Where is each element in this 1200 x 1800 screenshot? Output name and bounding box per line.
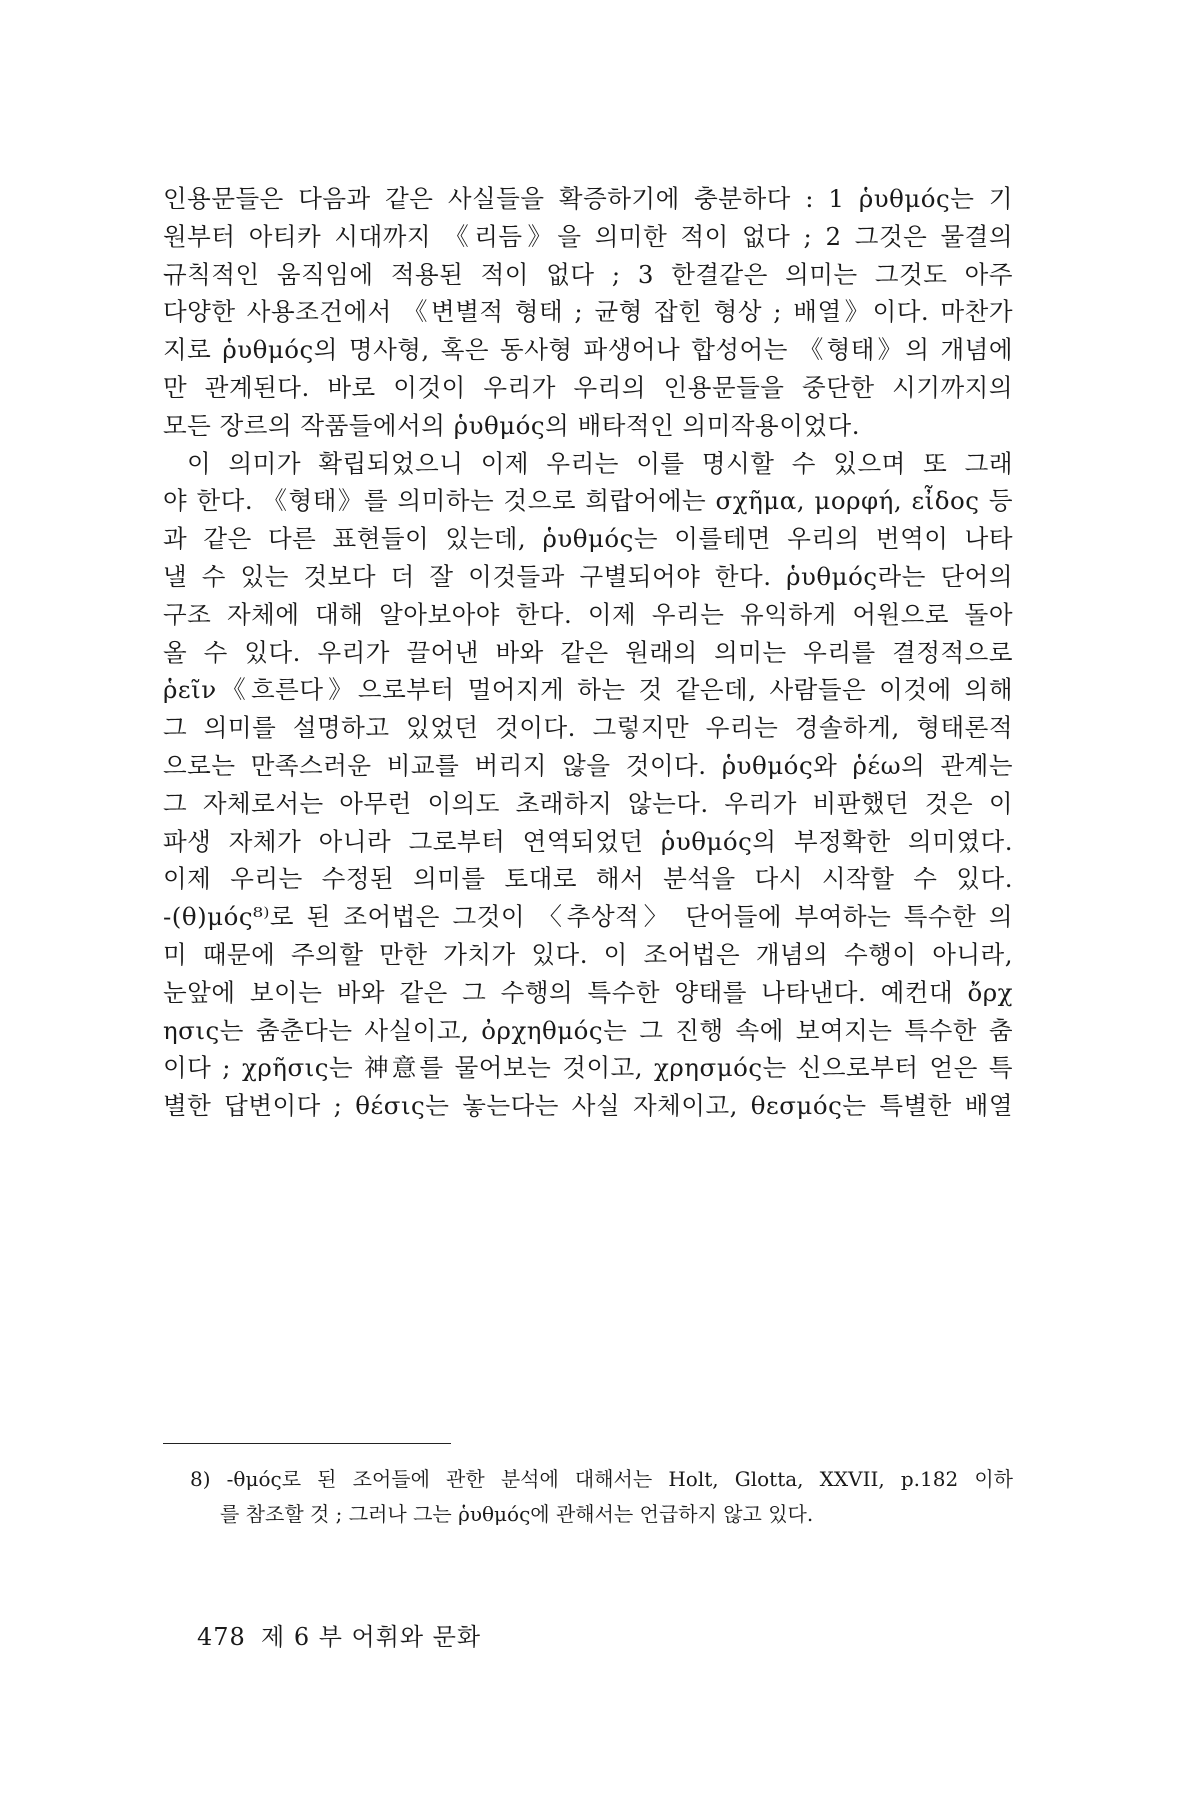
text-line: 규칙적인 움직임에 적용된 적이 없다 ; 3 한결같은 의미는 그것도 아주 <box>163 259 1013 289</box>
text-line: 눈앞에 보이는 바와 같은 그 수행의 특수한 양태를 나타낸다. 예컨대 ὄρχ <box>163 977 1013 1007</box>
text-line: 미 때문에 주의할 만한 가치가 있다. 이 조어법은 개념의 수행이 아니라, <box>163 939 1013 969</box>
text-line: 다양한 사용조건에서 《변별적 형태 ; 균형 잡힌 형상 ; 배열》이다. 마찬가 <box>163 297 1013 327</box>
text-line: 올 수 있다. 우리가 끌어낸 바와 같은 원래의 의미는 우리를 결정적으로 <box>163 637 1013 667</box>
text-line: 낼 수 있는 것보다 더 잘 이것들과 구별되어야 한다. ῥυθμός라는 단어의 <box>163 561 1013 591</box>
footnote-line: 를 참조할 것 ; 그러나 그는 ῥυθμός에 관해서는 언급하지 않고 있다. <box>220 1502 814 1526</box>
text-line: 지로 ῥυθμός의 명사형, 혹은 동사형 파생어나 합성어는 《형태》의 개념에 <box>163 335 1013 365</box>
text-line: 이제 우리는 수정된 의미를 토대로 해서 분석을 다시 시작할 수 있다. <box>163 864 1013 894</box>
text-line: 이 의미가 확립되었으니 이제 우리는 이를 명시할 수 있으며 또 그래 <box>187 448 1013 478</box>
text-line: 별한 답변이다 ; θέσις는 놓는다는 사실 자체이고, θεσμός는 특별한 배열 <box>163 1091 1013 1121</box>
page-footer <box>197 1617 481 1652</box>
text-line: 구조 자체에 대해 알아보아야 한다. 이제 우리는 유익하게 어원으로 돌아 <box>163 599 1013 629</box>
text-line: -(θ)μός⁸⁾로 된 조어법은 그것이 〈추상적〉 단어들에 부여하는 특수한 의 <box>163 902 1013 932</box>
text-line: 으로는 만족스러운 비교를 버리지 않을 것이다. ῥυθμός와 ῥέω의 관계는 <box>163 750 1013 780</box>
text-line: 인용문들은 다음과 같은 사실들을 확증하기에 충분하다 : 1 ῥυθμός는 기 <box>163 184 1013 213</box>
text-line: ησις는 춤춘다는 사실이고, ὀρχηθμός는 그 진행 속에 보여지는 특수한 춤 <box>163 1015 1013 1045</box>
footnote-line: 8) -θμός로 된 조어들에 관한 분석에 대해서는 Holt, Glotta, XXVII, p.182 이하 <box>190 1467 1013 1491</box>
text-line: 파생 자체가 아니라 그로부터 연역되었던 ῥυθμός의 부정확한 의미였다. <box>163 826 1013 856</box>
text-line: 원부터 아티카 시대까지 《리듬》을 의미한 적이 없다 ; 2 그것은 물결의 <box>163 221 1013 251</box>
text-line: 과 같은 다른 표현들이 있는데, ῥυθμός는 이를테면 우리의 번역이 나타 <box>163 524 1013 554</box>
footnote-divider <box>163 1443 451 1444</box>
page-number: 478 <box>197 1623 246 1651</box>
body-text <box>163 180 1013 1125</box>
text-line: 야 한다. 《형태》를 의미하는 것으로 희랍어에는 σχῆμα, μορφή, εἶδος 등 <box>163 486 1013 516</box>
footnote <box>190 1462 1013 1532</box>
text-line: ῥεῖν《흐른다》으로부터 멀어지게 하는 것 같은데, 사람들은 이것에 의해 <box>163 675 1013 705</box>
text-line: 모든 장르의 작품들에서의 ῥυθμός의 배타적인 의미작용이었다. <box>163 410 861 440</box>
text-line: 이다 ; χρῆσις는 神意를 물어보는 것이고, χρησμός는 신으로부터 얻은 특 <box>163 1053 1013 1083</box>
text-line: 그 의미를 설명하고 있었던 것이다. 그렇지만 우리는 경솔하게, 형태론적 <box>163 713 1013 743</box>
running-head: 제 6 부 어휘와 문화 <box>261 1623 482 1651</box>
text-line: 그 자체로서는 아무런 이의도 초래하지 않는다. 우리가 비판했던 것은 이 <box>163 788 1013 818</box>
text-line: 만 관계된다. 바로 이것이 우리가 우리의 인용문들을 중단한 시기까지의 <box>163 372 1013 402</box>
